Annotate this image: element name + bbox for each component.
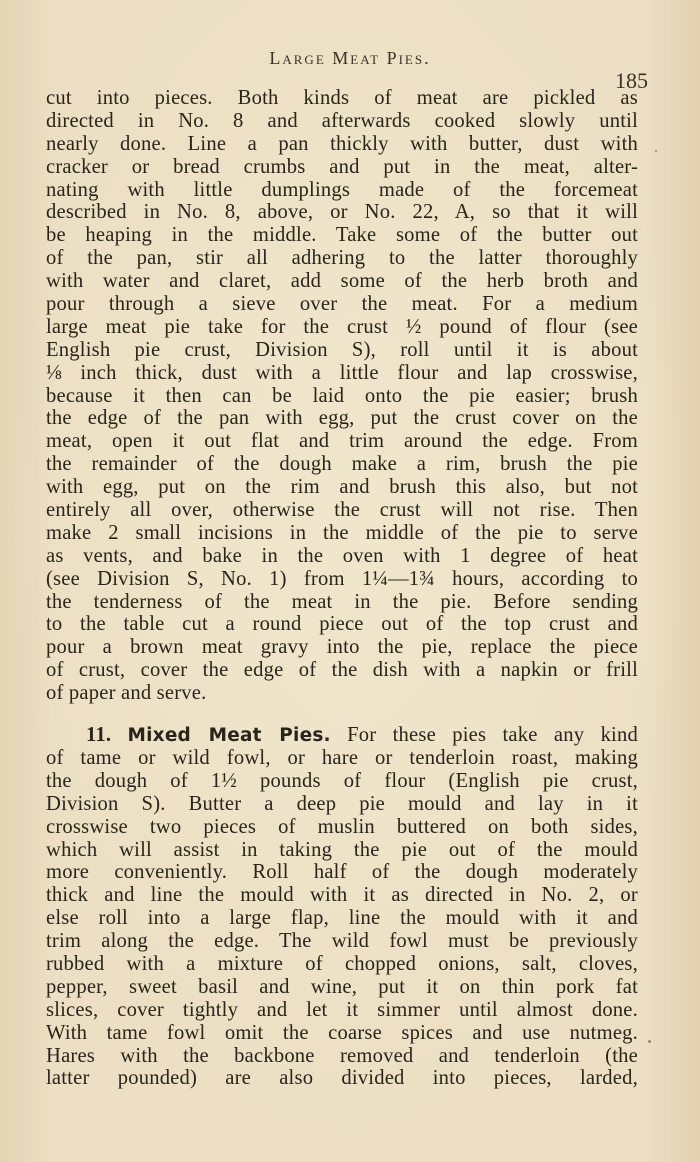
section-number: 11. — [86, 724, 112, 747]
section-11-first-line — [46, 724, 638, 747]
text-line: of the pan, stir all adhering to the latter thoroughly — [46, 247, 638, 270]
text-line: be heaping in the middle. Take some of the butter out — [46, 224, 638, 247]
text-line: to the table cut a round piece out of the top crust and — [46, 613, 638, 636]
text-line: of paper and serve. — [46, 682, 207, 705]
text-line: With tame fowl omit the coarse spices and use nutmeg. — [46, 1021, 638, 1044]
text-line: directed in No. 8 and afterwards cooked slowly until — [46, 109, 638, 132]
text-line: Division S). Butter a deep pie mould and lay in it — [46, 792, 638, 815]
paragraph-gap — [46, 705, 638, 724]
paragraph-continued — [46, 87, 638, 705]
text-line: the remainder of the dough make a rim, brush the pie — [46, 453, 638, 476]
text-line: nearly done. Line a pan thickly with butter, dust with — [46, 132, 638, 155]
page-number: 185 — [615, 68, 648, 93]
text-line: large meat pie take for the crust ½ pound of flour (see — [46, 315, 638, 338]
section-11-body — [46, 747, 638, 1090]
text-line: pour through a sieve over the meat. For a medium — [46, 293, 638, 316]
text-line: English pie crust, Division S), roll until it is about — [46, 338, 638, 361]
text-line: with water and claret, add some of the herb broth and — [46, 270, 638, 293]
section-11-first-line-text: For these pies take any kind — [347, 724, 638, 747]
text-line: nating with little dumplings made of the forcemeat — [46, 178, 638, 201]
text-line: pour a brown meat gravy into the pie, replace the piece — [46, 636, 638, 659]
running-header: Large Meat Pies. — [269, 48, 431, 68]
text-line: described in No. 8, above, or No. 22, A, so that it will — [46, 201, 638, 224]
text-line: rubbed with a mixture of chopped onions, salt, cloves, — [46, 952, 638, 975]
text-line: slices, cover tightly and let it simmer until almost done. — [46, 998, 638, 1021]
text-line: (see Division S, No. 1) from 1¼—1¾ hours, according to — [46, 567, 638, 590]
text-line: because it then can be laid onto the pie easier; brush — [46, 384, 638, 407]
text-line: more conveniently. Roll half of the dough moderately — [46, 861, 638, 884]
text-line: with egg, put on the rim and brush this also, but not — [46, 476, 638, 499]
text-line: the edge of the pan with egg, put the crust cover on the — [46, 407, 638, 430]
text-line: thick and line the mould with it as directed in No. 2, or — [46, 884, 638, 907]
section-title: Mixed Meat Pies. — [127, 725, 331, 747]
text-line: ⅛ inch thick, dust with a little flour and lap crosswise, — [46, 361, 638, 384]
text-line: make 2 small incisions in the middle of the pie to serve — [46, 521, 638, 544]
text-line: of crust, cover the edge of the dish with a napkin or frill — [46, 659, 638, 682]
text-line: meat, open it out flat and trim around the edge. From — [46, 430, 638, 453]
section-11 — [46, 724, 638, 1090]
text-line: cracker or bread crumbs and put in the meat, alter- — [46, 155, 638, 178]
text-line: latter pounded) are also divided into pieces, larded, — [46, 1067, 638, 1090]
page-body — [46, 87, 638, 1090]
text-line: trim along the edge. The wild fowl must be previously — [46, 930, 638, 953]
text-line: else roll into a large flap, line the mould with it and — [46, 907, 638, 930]
text-line: as vents, and bake in the oven with 1 degree of heat — [46, 544, 638, 567]
text-line: the dough of 1½ pounds of flour (English pie crust, — [46, 769, 638, 792]
paper-speck — [648, 1040, 651, 1043]
text-line: Hares with the backbone removed and tenderloin (the — [46, 1044, 638, 1067]
text-line: entirely all over, otherwise the crust will not rise. Then — [46, 499, 638, 522]
text-line: cut into pieces. Both kinds of meat are pickled as — [46, 87, 638, 109]
text-line: of tame or wild fowl, or hare or tenderloin roast, making — [46, 746, 638, 769]
text-line: which will assist in taking the pie out of the mould — [46, 838, 638, 861]
text-line: crosswise two pieces of muslin buttered on both sides, — [46, 815, 638, 838]
text-line: pepper, sweet basil and wine, put it on thin pork fat — [46, 975, 638, 998]
paper-speck — [655, 150, 657, 152]
text-line: the tenderness of the meat in the pie. Before sending — [46, 590, 638, 613]
